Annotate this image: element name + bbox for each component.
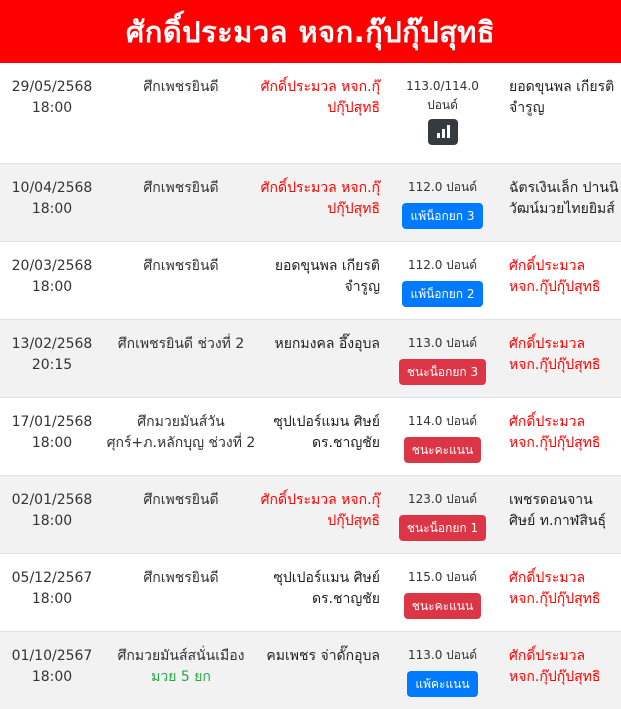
page-header <box>0 0 621 63</box>
event-subtitle: มวย 5 ยก <box>106 667 256 688</box>
fight-date-cell <box>0 554 104 632</box>
stats-button[interactable] <box>428 119 458 145</box>
fighter-name[interactable]: ซุปเปอร์แมน ศิษย์ ดร.ชาญชัย <box>258 554 388 632</box>
table-row <box>0 476 621 554</box>
fight-time: 18:00 <box>2 589 102 610</box>
result-cell <box>388 63 497 164</box>
fight-date-cell <box>0 476 104 554</box>
table-row <box>0 242 621 320</box>
table-row <box>0 398 621 476</box>
event-name: ศึกเพชรยินดี <box>104 164 258 242</box>
result-cell <box>388 632 497 709</box>
fight-date: 20/03/2568 <box>2 256 102 277</box>
fighter-name[interactable]: หยกมงคล อึ๊งอุบล <box>258 320 388 398</box>
fighter-name[interactable]: ยอดขุนพล เกียรติจำรูญ <box>258 242 388 320</box>
result-badge: ชนะน็อกยก 1 <box>399 515 486 541</box>
result-badge: แพ้น็อกยก 3 <box>402 203 482 229</box>
fight-date-cell <box>0 320 104 398</box>
fight-date: 17/01/2568 <box>2 412 102 433</box>
event-cell <box>104 632 258 709</box>
fight-date-cell <box>0 632 104 709</box>
result-badge: ชนะคะแนน <box>404 593 481 619</box>
fight-date: 10/04/2568 <box>2 178 102 199</box>
weight: 115.0 ปอนด์ <box>390 568 495 587</box>
opponent-name[interactable]: ศักดิ์ประมวล หจก.กุ๊ปกุ๊ปสุทธิ <box>497 398 621 476</box>
fight-time: 18:00 <box>2 277 102 298</box>
opponent-name[interactable]: ศักดิ์ประมวล หจก.กุ๊ปกุ๊ปสุทธิ <box>497 632 621 709</box>
opponent-name[interactable]: ยอดขุนพล เกียรติจำรูญ <box>497 63 621 164</box>
event-name: ศึกเพชรยินดี <box>104 476 258 554</box>
fight-time: 20:15 <box>2 355 102 376</box>
fight-time: 18:00 <box>2 199 102 220</box>
table-row <box>0 632 621 709</box>
table-row <box>0 554 621 632</box>
fighter-name[interactable]: ศักดิ์ประมวล หจก.กุ๊ปกุ๊ปสุทธิ <box>258 476 388 554</box>
weight: 113.0 ปอนด์ <box>390 646 495 665</box>
weight: 112.0 ปอนด์ <box>390 256 495 275</box>
fight-date-cell <box>0 63 104 164</box>
result-cell <box>388 554 497 632</box>
opponent-name[interactable]: ศักดิ์ประมวล หจก.กุ๊ปกุ๊ปสุทธิ <box>497 320 621 398</box>
result-cell <box>388 320 497 398</box>
result-badge: ชนะน็อกยก 3 <box>399 359 486 385</box>
event-name: ศึกเพชรยินดี ช่วงที่ 2 <box>104 320 258 398</box>
opponent-name[interactable]: ศักดิ์ประมวล หจก.กุ๊ปกุ๊ปสุทธิ <box>497 554 621 632</box>
page-title: ศักดิ์ประมวล หจก.กุ๊ปกุ๊ปสุทธิ <box>126 9 495 55</box>
event-name: ศึกเพชรยินดี <box>104 554 258 632</box>
opponent-name[interactable]: เพชรดอนจาน ศิษย์ ท.กาฬสินธุ์ <box>497 476 621 554</box>
fighter-name[interactable]: ซุปเปอร์แมน ศิษย์ ดร.ชาญชัย <box>258 398 388 476</box>
result-cell <box>388 242 497 320</box>
weight: 113.0/114.0 ปอนด์ <box>390 77 495 115</box>
table-row <box>0 320 621 398</box>
weight: 114.0 ปอนด์ <box>390 412 495 431</box>
result-badge: ชนะคะแนน <box>404 437 481 463</box>
event-name: ศึกมวยมันส์สนั่นเมือง <box>106 646 256 667</box>
table-row <box>0 164 621 242</box>
event-name: ศึกเพชรยินดี <box>104 242 258 320</box>
fight-date-cell <box>0 398 104 476</box>
fight-time: 18:00 <box>2 433 102 454</box>
fight-time: 18:00 <box>2 667 102 688</box>
event-name: ศึกมวยมันส์วันศุกร์+ภ.หลักบุญ ช่วงที่ 2 <box>104 398 258 476</box>
table-row <box>0 63 621 164</box>
fighter-name[interactable]: ศักดิ์ประมวล หจก.กุ๊ปกุ๊ปสุทธิ <box>258 164 388 242</box>
weight: 123.0 ปอนด์ <box>390 490 495 509</box>
fight-date-cell <box>0 164 104 242</box>
fight-time: 18:00 <box>2 98 102 119</box>
result-cell <box>388 398 497 476</box>
fight-date: 29/05/2568 <box>2 77 102 98</box>
opponent-name[interactable]: ศักดิ์ประมวล หจก.กุ๊ปกุ๊ปสุทธิ <box>497 242 621 320</box>
result-badge: แพ้น็อกยก 2 <box>402 281 482 307</box>
result-cell <box>388 476 497 554</box>
result-badge: แพ้คะแนน <box>407 671 477 697</box>
fight-date: 13/02/2568 <box>2 334 102 355</box>
fighter-name[interactable]: คมเพชร จ่าดั๊กอุบล <box>258 632 388 709</box>
fight-time: 18:00 <box>2 511 102 532</box>
fight-date-cell <box>0 242 104 320</box>
event-name: ศึกเพชรยินดี <box>104 63 258 164</box>
fight-date: 01/10/2567 <box>2 646 102 667</box>
fighter-name[interactable]: ศักดิ์ประมวล หจก.กุ๊ปกุ๊ปสุทธิ <box>258 63 388 164</box>
weight: 113.0 ปอนด์ <box>390 334 495 353</box>
fight-date: 05/12/2567 <box>2 568 102 589</box>
result-cell <box>388 164 497 242</box>
weight: 112.0 ปอนด์ <box>390 178 495 197</box>
fight-history-table <box>0 63 621 709</box>
opponent-name[interactable]: ฉัตรเงินเล็ก ปานนิวัฒน์มวยไทยยิมส์ <box>497 164 621 242</box>
fight-date: 02/01/2568 <box>2 490 102 511</box>
